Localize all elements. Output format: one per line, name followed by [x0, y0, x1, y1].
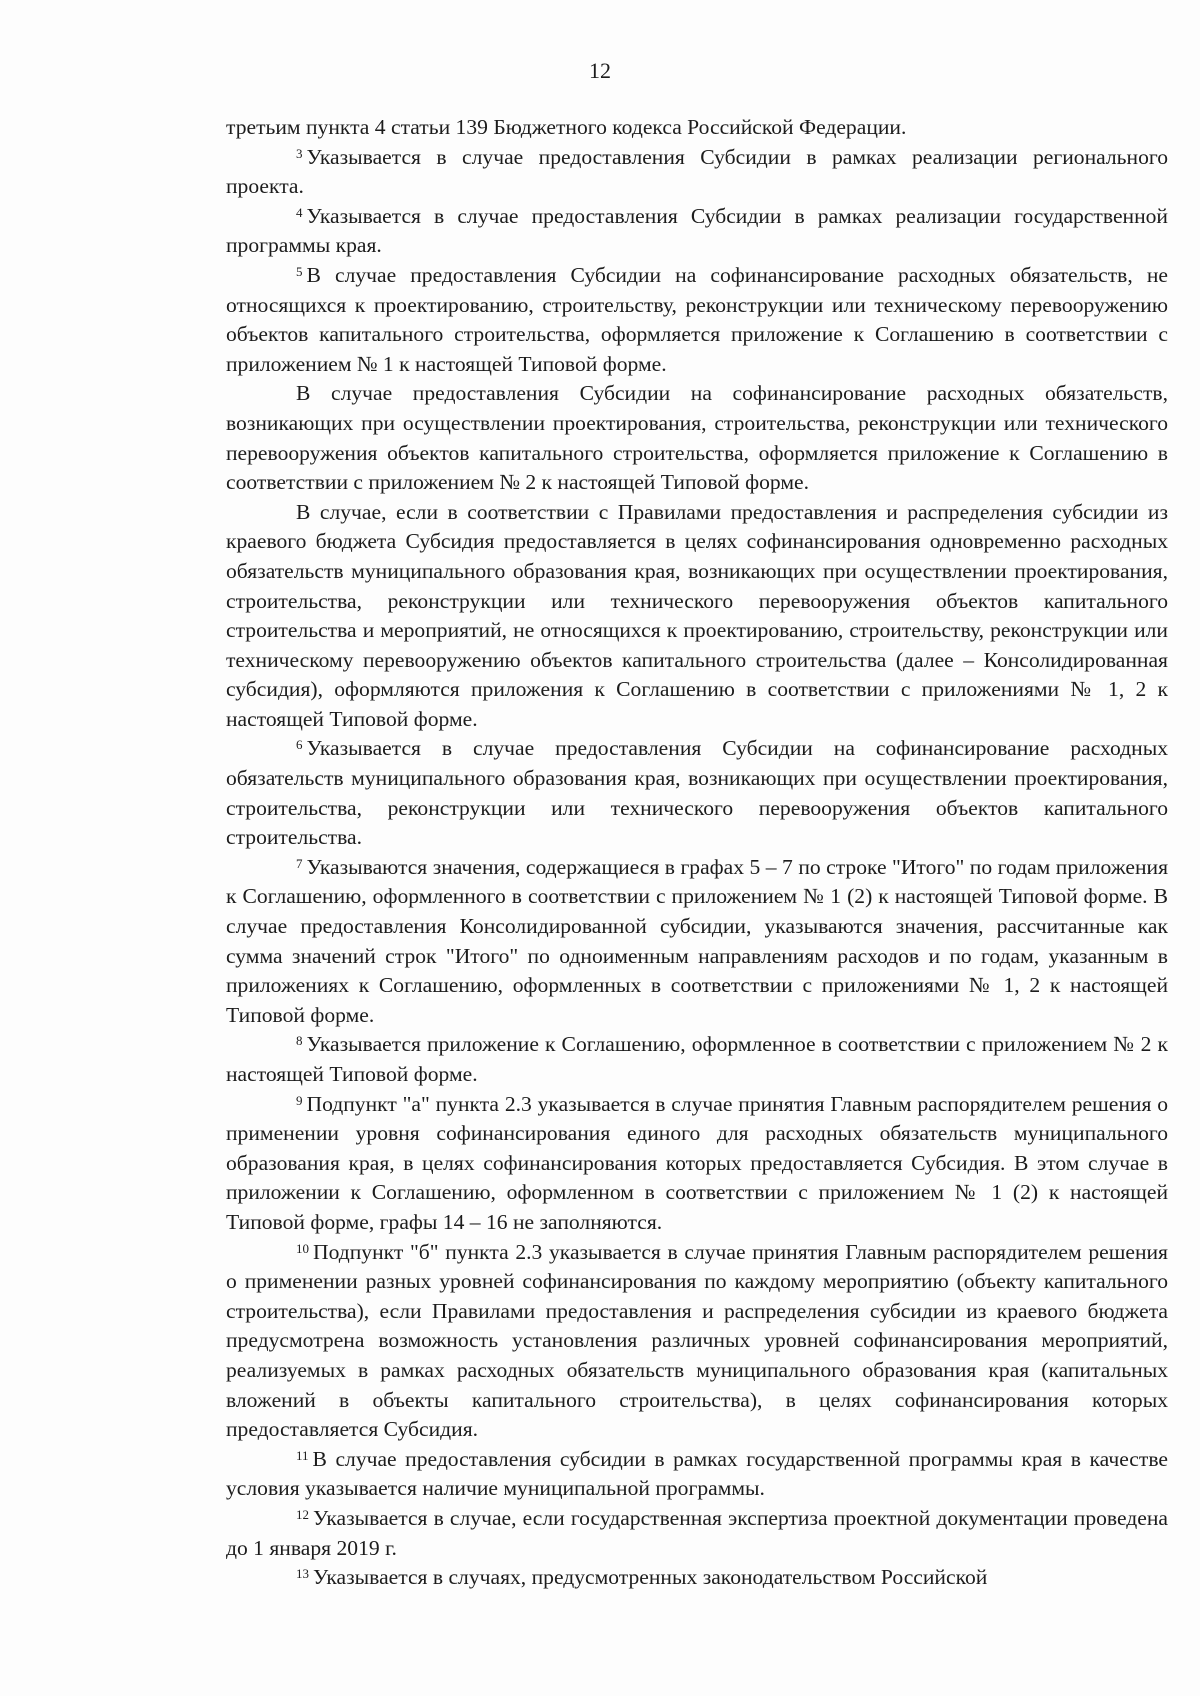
paragraph-text: В случае, если в соответствии с Правилами предоставления и распределения субсидии из краевого бюджета Субсидия предоставляется в целях софинансирования одновременно расходных обязательств муниципального образования края, возникающих при осуществлении проектирования, строительства, реконструкции или технического перевооружения объектов капитального строительства и мероприятий, не относящихся к проектированию, строительству, реконструкции или техническому перевооружению объектов капитального строительства (далее – Консолидированная субсидия), оформляются приложения к Соглашению в соответствии с приложениями № 1, 2 к настоящей Типовой форме. [226, 499, 1168, 731]
paragraph-text: Подпункт "а" пункта 2.3 указывается в случае принятия Главным распорядителем решения о применении уровня софинансирования единого для расходных обязательств муниципального образования края, в целях софинансирования которых предоставляется Субсидия. В этом случае в приложении к Соглашению, оформленном в соответствии с приложением № 1 (2) к настоящей Типовой форме, графы 14 – 16 не заполняются. [226, 1091, 1168, 1234]
footnote-9 [226, 1090, 1168, 1238]
footnote-13 [226, 1563, 1168, 1593]
footnote-3 [226, 143, 1168, 202]
paragraph-text: Указываются значения, содержащиеся в графах 5 – 7 по строке "Итого" по годам приложения к Соглашению, оформленного в соответствии с приложением № 1 (2) к настоящей Типовой форме. В случае предоставления Консолидированной субсидии, указываются значения, рассчитанные как сумма значений строк "Итого" по одноименным направлениям расходов и по годам, указанным в приложениях к Соглашению, оформленных в соответствии с приложениями № 1, 2 к настоящей Типовой форме. [226, 854, 1168, 1027]
paragraph-text: Указывается в случае предоставления Субсидии в рамках реализации государственной программы края. [226, 203, 1168, 258]
footnote-5-paragraph-3 [226, 498, 1168, 735]
paragraph-text: В случае предоставления Субсидии на софинансирование расходных обязательств, не относящихся к проектированию, строительству, реконструкции или техническому перевооружению объектов капитального строительства, оформляется приложение к Соглашению в соответствии с приложением № 1 к настоящей Типовой форме. [226, 262, 1168, 376]
footnote-marker: 12 [296, 1506, 309, 1522]
footnote-11 [226, 1445, 1168, 1504]
footnote-7 [226, 853, 1168, 1031]
footnote-marker: 9 [296, 1092, 303, 1108]
page-number: 12 [589, 58, 611, 83]
footnote-marker: 4 [296, 204, 303, 220]
footnote-marker: 5 [296, 263, 303, 279]
footnote-marker: 11 [296, 1447, 309, 1463]
paragraph-text: третьим пункта 4 статьи 139 Бюджетного кодекса Российской Федерации. [226, 115, 907, 139]
paragraph-text: Указывается в случае предоставления Субсидии в рамках реализации регионального проекта. [226, 144, 1168, 199]
body-text [226, 113, 1168, 1593]
footnote-6 [226, 734, 1168, 852]
paragraph-text: Указывается в случае предоставления Субсидии на софинансирование расходных обязательств муниципального образования края, возникающих при осуществлении проектирования, строительства, реконструкции или технического перевооружения объектов капитального строительства. [226, 736, 1168, 850]
footnote-5 [226, 261, 1168, 379]
paragraph-text: Подпункт "б" пункта 2.3 указывается в случае принятия Главным распорядителем решения о применении разных уровней софинансирования по каждому мероприятию (объекту капитального строительства), если Правилами предоставления и распределения субсидии из краевого бюджета предусмотрена возможность установления различных уровней софинансирования мероприятий, реализуемых в рамках расходных обязательств муниципального образования края (капитальных вложений в объекты капитального строительства), в целях софинансирования которых предоставляется Субсидия. [226, 1239, 1168, 1442]
paragraph-text: Указывается приложение к Соглашению, оформленное в соответствии с приложением № 2 к настоящей Типовой форме. [226, 1032, 1168, 1086]
footnote-5-paragraph-2 [226, 379, 1168, 497]
footnote-8 [226, 1030, 1168, 1089]
footnote-marker: 7 [296, 855, 303, 871]
footnote-12 [226, 1504, 1168, 1563]
paragraph-text: В случае предоставления Субсидии на софинансирование расходных обязательств, возникающих при осуществлении проектирования, строительства, реконструкции или технического перевооружения объектов капитального строительства, оформляется приложение к Соглашению в соответствии с приложением № 2 к настоящей Типовой форме. [226, 381, 1168, 495]
footnote-marker: 10 [296, 1240, 309, 1256]
footnote-marker: 13 [296, 1566, 309, 1582]
paragraph-text: Указывается в случае, если государственная экспертиза проектной документации проведена до 1 января 2019 г. [226, 1505, 1168, 1560]
footnote-marker: 8 [296, 1033, 303, 1049]
footnote-marker: 6 [296, 737, 303, 753]
footnote-marker: 3 [296, 145, 303, 161]
footnote-4 [226, 202, 1168, 261]
paragraph-text: Указывается в случаях, предусмотренных законодательством Российской [313, 1565, 988, 1590]
paragraph-text: В случае предоставления субсидии в рамках государственной программы края в качестве условия указывается наличие муниципальной программы. [226, 1446, 1168, 1501]
footnote-10 [226, 1238, 1168, 1445]
paragraph-continuation [226, 113, 1168, 143]
